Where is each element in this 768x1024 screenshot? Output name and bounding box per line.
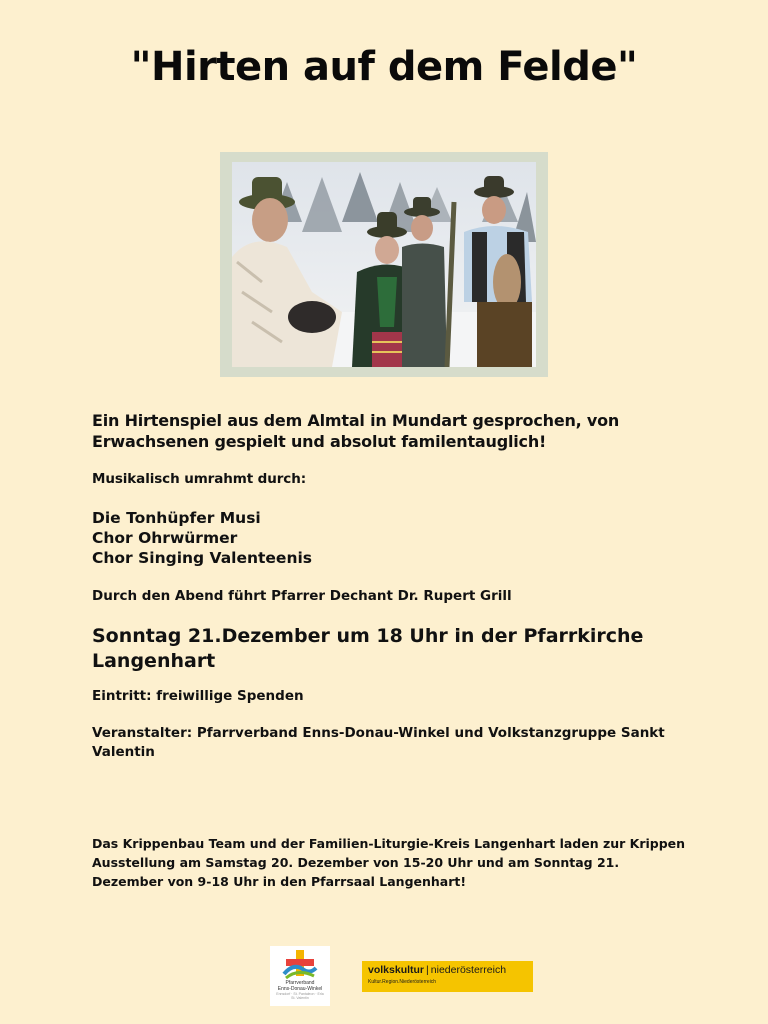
- music-group-item: Die Tonhüpfer Musi: [92, 509, 261, 527]
- pfarrverband-line3: Ennsdorf · St. Pantaleon · Erla: [276, 992, 324, 996]
- pfarrverband-line1: Pfarrverband: [285, 980, 315, 986]
- music-groups-list: [92, 508, 692, 568]
- music-group-item: Chor Singing Valenteenis: [92, 549, 313, 567]
- volkskultur-logo: [362, 961, 533, 992]
- organizer-text: Veranstalter: Pfarrverband Enns-Donau-Winkel und Volkstanzgruppe Sankt Valentin: [92, 725, 665, 760]
- intro-text: Ein Hirtenspiel aus dem Almtal in Mundart gesprochen, von Erwachsenen gespielt und absolut familentauglich!: [92, 411, 620, 451]
- volkskultur-region: niederösterreich: [430, 964, 507, 976]
- event-title: "Hirten auf dem Felde": [130, 44, 638, 90]
- volkskultur-brand: volkskultur: [368, 964, 425, 976]
- music-group-item: Chor Ohrwürmer: [92, 529, 238, 547]
- moderator-text: Durch den Abend führt Pfarrer Dechant Dr. Rupert Grill: [92, 588, 512, 604]
- music-label: Musikalisch umrahmt durch:: [92, 471, 307, 487]
- shepherds-photo: [232, 162, 536, 367]
- pfarrverband-logo: [270, 946, 330, 1006]
- admission-text: Eintritt: freiwillige Spenden: [92, 688, 304, 704]
- event-date: Sonntag 21.Dezember um 18 Uhr in der Pfarrkirche Langenhart: [92, 625, 644, 672]
- volkskultur-tagline: Kultur.Region.Niederösterreich: [368, 979, 437, 985]
- volkskultur-separator: |: [426, 964, 429, 976]
- pfarrverband-line2: Enns-Donau-Winkel: [277, 986, 323, 992]
- pfarrverband-logo-icon: [280, 948, 320, 980]
- nativity-exhibition-text: Das Krippenbau Team und der Familien-Liturgie-Kreis Langenhart laden zur Krippen Ausstellung am Samstag 20. Dezember von 15-20 Uhr und am Sonntag 21. Dezember von 9-18 Uhr in den Pfarrsaal Langenhart!: [92, 836, 686, 889]
- pfarrverband-line4: St. Valentin: [291, 996, 309, 1000]
- photo-frame: [220, 152, 548, 377]
